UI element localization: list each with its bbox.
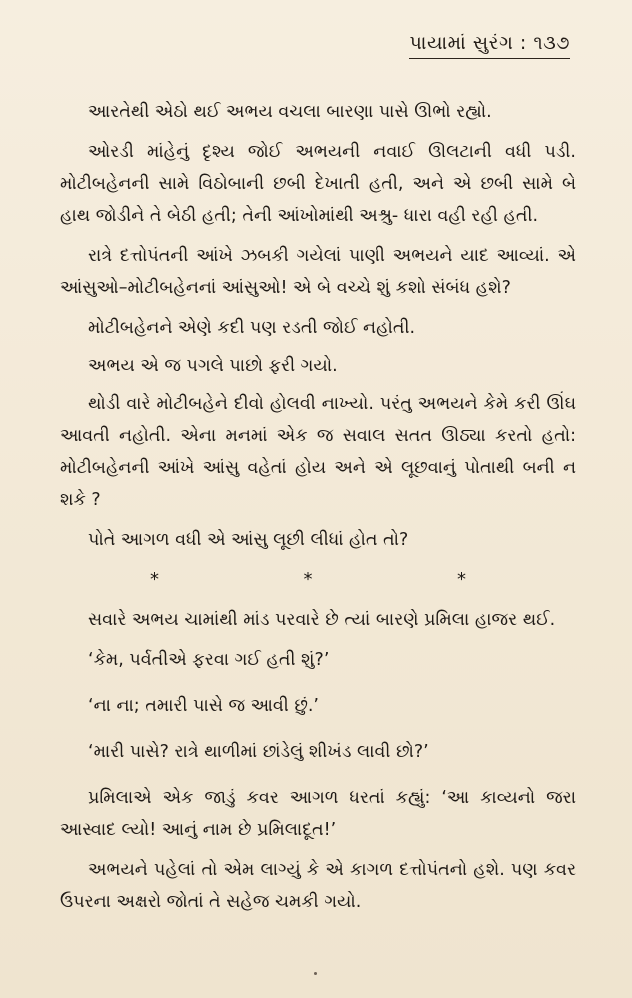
separator-star: *: [303, 569, 313, 590]
dialogue-line: ‘ના ના; તમારી પાસે જ આવી છું.’: [88, 696, 319, 716]
paragraph-3: રાત્રે દત્તોપંતની આંખે ઝબકી ગયેલાં પાણી અભયને યાદ આવ્યાં. એ આંસુઓ–મોટીબહેનનાં આંસુઓ! એ બે વચ્ચે શું કશો સંબંધ હશે?: [60, 246, 576, 298]
paragraph-9: પ્રમિલાએ એક જાડું કવર આગળ ધરતાં કહ્યું: ‘આ કાવ્યનો જરા આસ્વાદ લ્યો! આનું નામ છે પ્રમિલાદૂત!’: [60, 788, 576, 840]
paragraph-7: પોતે આગળ વધી એ આંસુ લૂછી લીધાં હોત તો?: [88, 530, 409, 550]
paragraph-6: થોડી વારે મોટીબહેને દીવો હોલવી નાખ્યો. પરંતુ અભયને કેમે કરી ઊંઘ આવતી નહોતી. એના મનમાં એક જ સવાલ સતત ઊઠ્યા કરતો હતો: મોટીબહેનની આંખે આંસુ વહેતાં હોય અને એ લૂછવાનું પોતાથી બની ન શકે ?: [60, 394, 576, 510]
paragraph-8: સવારે અભય ચામાંથી માંડ પરવારે છે ત્યાં બારણે પ્રમિલા હાજર થઈ.: [88, 610, 556, 630]
paragraph-2: ઓરડી માંહેનું દૃશ્ય જોઈ અભયની નવાઈ ઊલટાની વધી પડી. મોટીબહેનની સામે વિઠોબાની છબી દેખાતી હતી, અને એ છબી સામે બે હાથ જોડીને તે બેઠી હતી; તેની આંખોમાંથી અશ્રુ- ધારા વહી રહી હતી.: [60, 142, 576, 226]
ink-speck: [314, 972, 317, 975]
section-separator: [60, 564, 576, 596]
paragraph-4: મોટીબહેનને એણે કદી પણ રડતી જોઈ નહોતી.: [88, 318, 416, 338]
paragraph-1: આરતેથી એઠો થઈ અભય વચલા બારણા પાસે ઊભો રહ્યો.: [88, 102, 492, 122]
separator-star: *: [457, 569, 466, 590]
separator-star: *: [150, 569, 159, 590]
dialogue-line: ‘મારી પાસે? રાત્રે થાળીમાં છાંડેલું શીખંડ લાવી છો?’: [88, 742, 429, 762]
paragraph-10: અભયને પહેલાં તો એમ લાગ્યું કે એ કાગળ દત્તોપંતનો હશે. પણ કવર ઉપરના અક્ષરો જોતાં તે સહેજ ચમકી ગયો.: [60, 860, 576, 912]
page-body: [60, 96, 576, 926]
dialogue-line: ‘કેમ, પર્વતીએ ફરવા ગઈ હતી શું?’: [88, 650, 330, 670]
running-header: પાયામાં સુરંગ : ૧૩૭: [409, 32, 570, 59]
paragraph-5: અભય એ જ પગલે પાછો ફરી ગયો.: [88, 356, 338, 376]
